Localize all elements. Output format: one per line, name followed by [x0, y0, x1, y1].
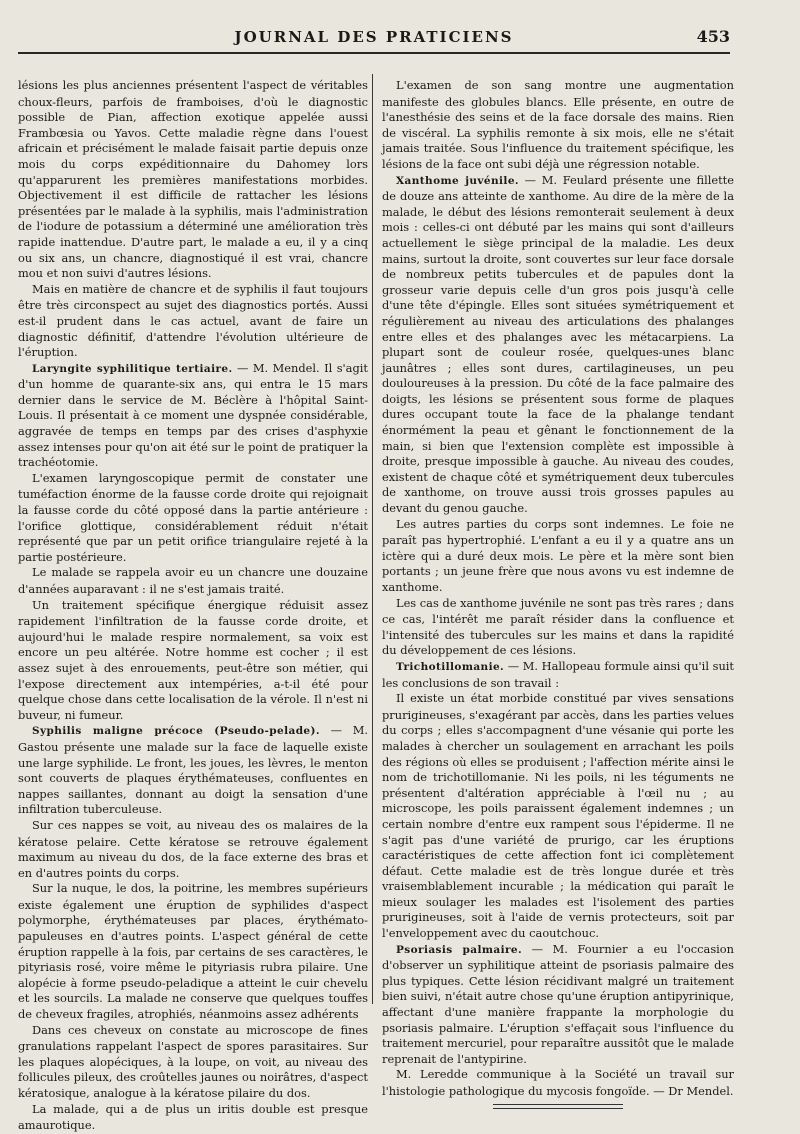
paragraph: Le malade se rappela avoir eu un chancre une douzaine d'années auparavant : il ne s'est jamais traité.	[18, 565, 368, 596]
section-paragraph: Psoriasis palmaire. — M. Fournier a eu l'occasion d'observer un syphilitique atteint de psoriasis palmaire des plus typiques. Cette lésion récidivant malgré un traitement bien suivi, n'était autre chose qu'une éruption antipyrinique, affectant d'une manière frappante la morphologie du psoriasis palmaire. L'éruption s'effaçait sous l'influence du traitement mercuriel, pour reparaître aussitôt que le malade reprenait de l'antypirine.	[382, 941, 734, 1066]
paragraph: Sur la nuque, le dos, la poitrine, les membres supérieurs existe également une éruption de syphilides d'aspect polymorphe, érythémateuses par places, érythémato-papuleuses en d'autres points. L'aspect général de cette éruption rappelle à la fois, par certains de ses caractères, le pityriasis rosé, voire même le pityriasis rubra pilaire. Une alopécie à forme pseudo-peladique a atteint le cuir chevelu et les sourcils. La malade ne conserve que quelques touffes de cheveux fragiles, atrophiés, néanmoins assez adhérents	[18, 881, 368, 1022]
paragraph: Un traitement spécifique énergique réduisit assez rapidement l'infiltration de la fausse corde droite, et aujourd'hui le malade respire normalement, sa voix est encore un peu altérée. Notre homme est cocher ; il est assez sujet à des enrouements, peut-être son métier, qui l'expose directement aux intempéries, a-t-il été pour quelque chose dans cette localisation de la vérole. Il n'est ni buveur, ni fumeur.	[18, 597, 368, 722]
page-header	[18, 24, 730, 54]
end-rule	[493, 1104, 623, 1109]
paragraph: M. Leredde communique à la Société un travail sur l'histologie pathologique du mycosis fongoïde. — Dr Mendel.	[382, 1067, 734, 1098]
paragraph: Dans ces cheveux on constate au microscope de fines granulations rappelant l'aspect de spores parasitaires. Sur les plaques alopéciques, à la loupe, on voit, au niveau des follicules pileux, des croûtelles jaunes ou noirâtres, d'aspect kératosique, analogue à la kératose pilaire du dos.	[18, 1022, 368, 1100]
section-paragraph: Syphilis maligne précoce (Pseudo-pelade). — M. Gastou présente une malade sur la face de laquelle existe une large syphilide. Le front, les joues, les lèvres, le menton sont couverts de plaques érythémateuses, confluentes en nappes saillantes, donnant au doigt la sensation d'une infiltration tuberculeuse.	[18, 723, 368, 817]
paragraph: Les autres parties du corps sont indemnes. Le foie ne paraît pas hypertrophié. L'enfant a eu il y a quatre ans un ictère qui a duré deux mois. Le père et la mère sont bien portants ; un jeune frère que nous avons vu est indemne de xanthome.	[382, 516, 734, 594]
left-column	[18, 78, 368, 1134]
paragraph: lésions les plus anciennes présentent l'aspect de véritables choux-fleurs, parfois de framboises, d'où le diagnostic possible de Pian, affection exotique appelée aussi Frambœsia ou Yavos. Cette maladie règne dans l'ouest africain et précisément le malade faisait partie depuis onze mois du corps expéditionnaire du Dahomey lors qu'apparurent les premières manifestations morbides. Objectivement il est difficile de rattacher les lésions présentées par le malade à la syphilis, mais l'administration de l'iodure de potassium a déterminé une amélioration très rapide inattendue. D'autre part, le malade a eu, il y a cinq ou six ans, un chancre, diagnostiqué il est vrai, chancre mou et non suivi d'autres lésions.	[18, 78, 368, 281]
paragraph: L'examen de son sang montre une augmentation manifeste des globules blancs. Elle présente, en outre de l'anesthésie des seins et de la face dorsale des mains. Rien de viscéral. La syphilis remonte à six mois, elle ne s'était jamais traitée. Sous l'influence du traitement spécifique, les lésions de la face ont subi déjà une régression notable.	[382, 78, 734, 171]
paragraph: Il existe un état morbide constitué par vives sensations prurigineuses, s'exagérant par accès, dans les parties velues du corps ; elles s'accompagnent d'une vésanie qui porte les malades à chercher un soulagement en arrachant les poils des régions où elles se produisent ; l'affection mérite ainsi le nom de trichotillomanie. Ni les poils, ni les téguments ne présentent d'altération appréciable à l'œil nu ; au microscope, les poils paraissent également indemnes ; un certain nombre d'entre eux rampent sous l'épiderme. Il ne s'agit pas d'une variété de prurigo, car les éruptions caractéristiques de cette affection font ici complètement défaut. Cette maladie est de très longue durée et très vraisemblablement incurable ; la médication qui paraît le mieux soulager les malades est l'isolement des parties prurigineuses, soit à l'aide de vernis protecteurs, soit par l'enveloppement avec du caoutchouc.	[382, 691, 734, 941]
section-heading: Trichotillomanie.	[396, 660, 505, 673]
section-paragraph: Laryngite syphilitique tertiaire. — M. Mendel. Il s'agit d'un homme de quarante-six ans, qui entra le 15 mars dernier dans le service de M. Béclère à l'hôpital Saint-Louis. Il présentait à ce moment une dyspnée considérable, aggravée de temps en temps par des crises d'asphyxie assez intenses pour qu'on ait été sur le point de pratiquer la trachéotomie.	[18, 360, 368, 470]
section-heading: Psoriasis palmaire.	[396, 943, 523, 956]
column-divider	[372, 74, 373, 1004]
section-heading: Xanthome juvénile.	[396, 174, 519, 187]
paragraph: Mais en matière de chancre et de syphilis il faut toujours être très circonspect au sujet des diagnostics portés. Aussi est-il prudent dans le cas actuel, avant de faire un diagnostic définitif, d'attendre l'évolution ultérieure de l'éruption.	[18, 281, 368, 360]
section-heading: Syphilis maligne précoce (Pseudo-pelade).	[32, 725, 320, 738]
paragraph: Sur ces nappes se voit, au niveau des os malaires de la kératose pelaire. Cette kératose se retrouve également maximum au niveau du dos, de la face externe des bras et en d'autres points du corps.	[18, 817, 368, 880]
paragraph: La malade, qui a de plus un iritis double est presque amaurotique.	[18, 1101, 368, 1133]
section-paragraph: Xanthome juvénile. — M. Feulard présente une fillette de douze ans atteinte de xanthome. Au dire de la mère de la malade, le début des lésions remonterait seulement à deux mois : celles-ci ont débuté par les mains qui sont d'ailleurs actuellement le siège principal de la maladie. Les deux mains, surtout la droite, sont couvertes sur leur face dorsale de nombreux petits tubercules et de papules dont la grosseur varie depuis celle d'un gros pois jusqu'à celle d'une tête d'épingle. Elles sont situées symétriquement et régulièrement au niveau des articulations des phalanges entre elles et des phalanges avec les métacarpiens. La plupart sont de couleur rosée, quelques-unes blanc jaunâtres ; elles sont dures, cartilagineuses, un peu douloureuses à la pression. Du côté de la face palmaire des doigts, les lésions se présentent sous forme de plaques dures occupant toute la face de la phalange tendant énormément la peau et gênant le fonctionnement de la main, si bien que l'extension complète est impossible à droite, presque impossible à gauche. Au niveau des coudes, existent de chaque côté et symétriquement deux tubercules de xanthome, on trouve aussi trois grosses papules au devant du genou gauche.	[382, 172, 734, 516]
right-column	[382, 78, 734, 1109]
running-title: JOURNAL DES PRATICIENS	[234, 28, 514, 46]
paragraph: L'examen laryngoscopique permit de constater une tuméfaction énorme de la fausse corde droite qui rejoignait la fausse corde du côté opposé dans la partie antérieure : l'orifice glottique, considérablement réduit n'était représenté que par un petit orifice triangulaire rejeté à la partie postérieure.	[18, 470, 368, 564]
paragraph: Les cas de xanthome juvénile ne sont pas très rares ; dans ce cas, l'intérêt me paraît résider dans la confluence et l'intensité des tubercules sur les mains et dans la rapidité du développement de ces lésions.	[382, 595, 734, 658]
section-paragraph: Trichotillomanie. — M. Hallopeau formule ainsi qu'il suit les conclusions de son travail :	[382, 658, 734, 690]
page-number: 453	[696, 27, 730, 46]
section-heading: Laryngite syphilitique tertiaire.	[32, 362, 233, 375]
